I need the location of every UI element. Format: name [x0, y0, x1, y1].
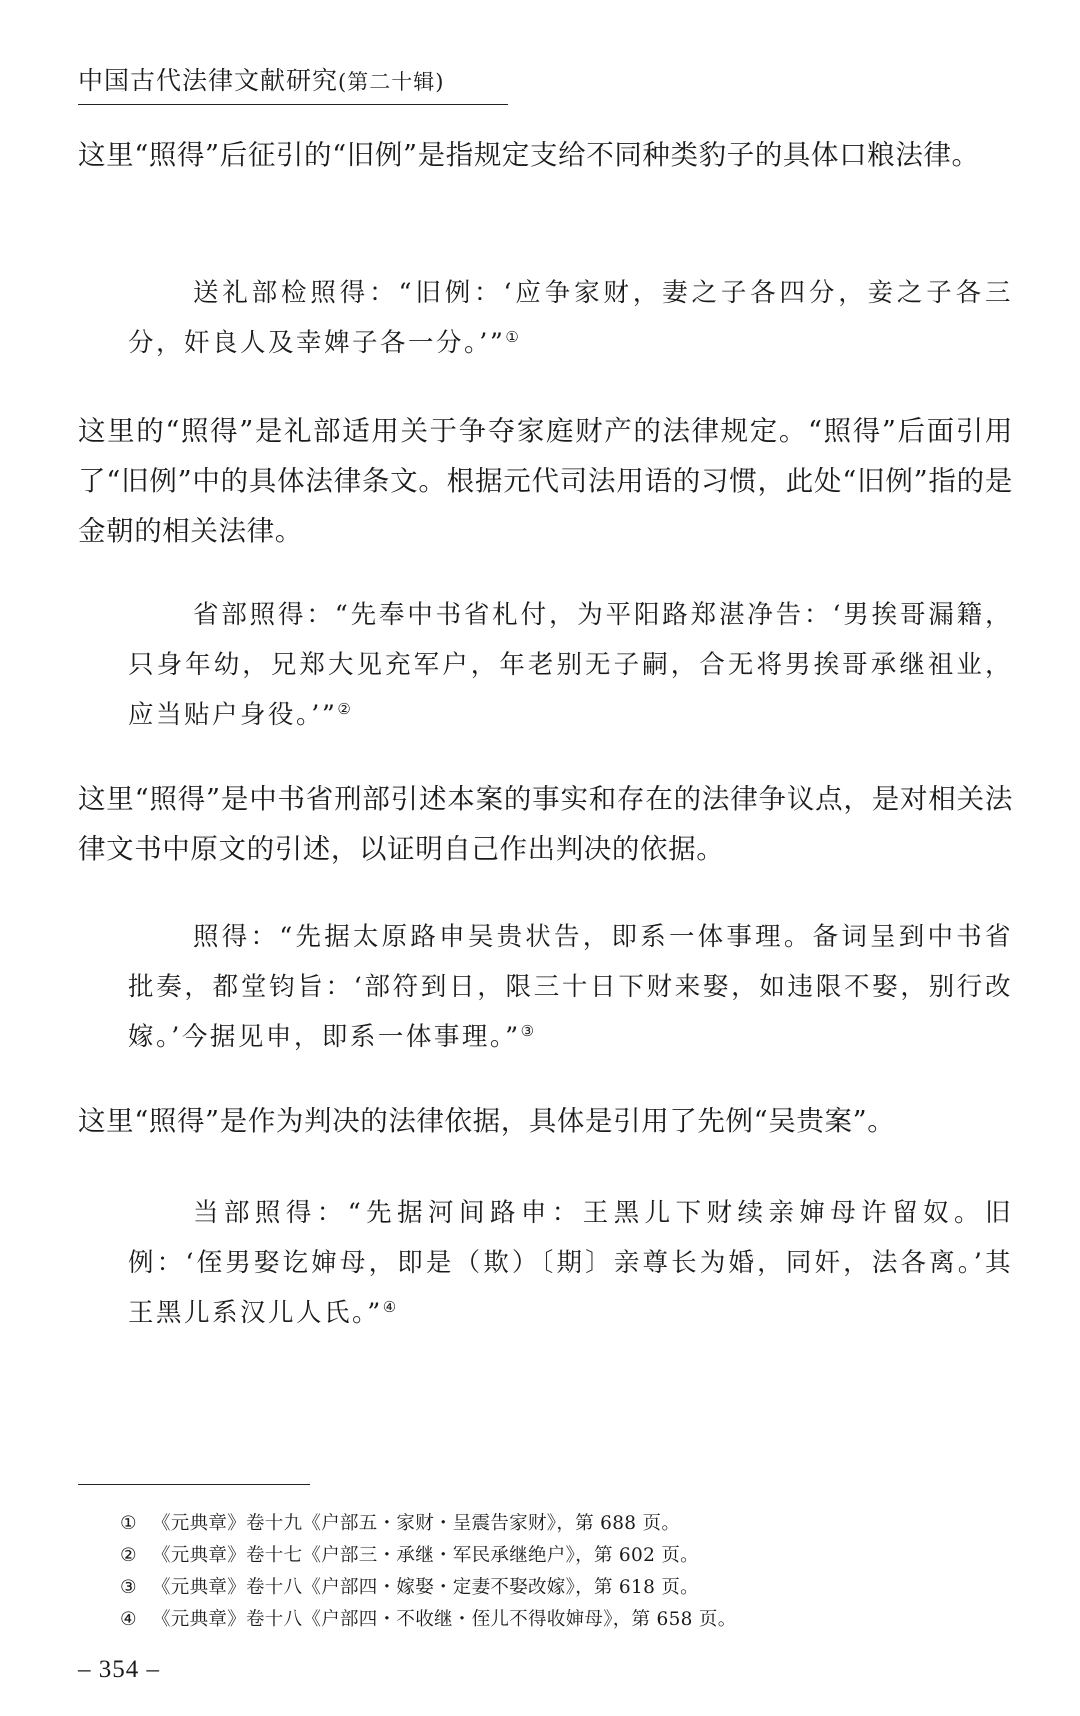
block-quote-1	[128, 268, 1013, 368]
footnote-text: 《元典章》卷十八《户部四・嫁娶・定妻不娶改嫁》，第 618 页。	[152, 1577, 699, 1598]
footnote-text: 《元典章》卷十八《户部四・不收继・侄儿不得收婶母》，第 658 页。	[152, 1609, 737, 1630]
volume-number: (第二十辑)	[338, 70, 445, 94]
footnote-rule	[78, 1484, 310, 1485]
footnote-text: 《元典章》卷十九《户部五・家财・呈震告家财》，第 688 页。	[152, 1513, 681, 1534]
block-quote-3	[128, 912, 1013, 1062]
body-paragraph-4: 这里“照得”是作为判决的法律依据，具体是引用了先例“吴贵案”。	[78, 1105, 896, 1137]
block-quote-4-text: 当部照得：“先据河间路申：王黑儿下财续亲婶母许留奴。旧例：‘侄男娶讫婶母，即是（欺）〔期〕亲尊长为婚，同奸，法各离。’其王黑儿系汉儿人氏。”	[128, 1198, 1013, 1328]
footnote-mark: ④	[120, 1609, 137, 1630]
footnote-ref-3: ③	[520, 1022, 535, 1040]
header-rule	[78, 104, 508, 105]
footnote-mark: ②	[120, 1545, 137, 1566]
block-quote-2-text: 省部照得：“先奉中书省札付，为平阳路郑湛净告：‘男挨哥漏籍，只身年幼，兄郑大见充军户，年老别无子嗣，合无将男挨哥承继祖业，应当贴户身役。’”	[128, 600, 1013, 730]
footnote-list	[120, 1508, 1000, 1636]
footnote-ref-2: ②	[337, 700, 351, 718]
footnote-3	[120, 1572, 1000, 1604]
footnote-mark: ③	[120, 1577, 137, 1598]
page-number: – 354 –	[78, 1656, 160, 1683]
block-quote-4	[128, 1188, 1013, 1338]
footnote-4	[120, 1604, 1000, 1636]
footnote-1	[120, 1508, 1000, 1540]
body-paragraph-3: 这里“照得”是中书省刑部引述本案的事实和存在的法律争议点，是对相关法律文书中原文的引述，以证明自己作出判决的依据。	[78, 783, 1013, 865]
block-quote-1-text: 送礼部检照得：“旧例：‘应争家财，妻之子各四分，妾之子各三分，奸良人及幸婢子各一分。’”	[128, 278, 1013, 358]
footnote-2	[120, 1540, 1000, 1572]
body-paragraph-2: 这里的“照得”是礼部适用关于争夺家庭财产的法律规定。“照得”后面引用了“旧例”中的具体法律条文。根据元代司法用语的习惯，此处“旧例”指的是金朝的相关法律。	[78, 415, 1013, 547]
footnote-mark: ①	[120, 1513, 137, 1534]
book-title: 中国古代法律文献研究	[78, 66, 339, 95]
running-header	[78, 62, 508, 101]
block-quote-2	[128, 590, 1013, 740]
footnote-ref-1: ①	[505, 328, 519, 346]
footnote-ref-4: ④	[382, 1298, 397, 1316]
block-quote-3-text: 照得：“先据太原路申吴贵状告，即系一体事理。备词呈到中书省批奏，都堂钧旨：‘部符到日，限三十日下财来娶，如违限不娶，别行改嫁。’今据见申，即系一体事理。”	[128, 922, 1013, 1052]
footnote-text: 《元典章》卷十七《户部三・承继・军民承继绝户》，第 602 页。	[152, 1545, 699, 1566]
body-paragraph-1: 这里“照得”后征引的“旧例”是指规定支给不同种类豹子的具体口粮法律。	[78, 139, 980, 171]
